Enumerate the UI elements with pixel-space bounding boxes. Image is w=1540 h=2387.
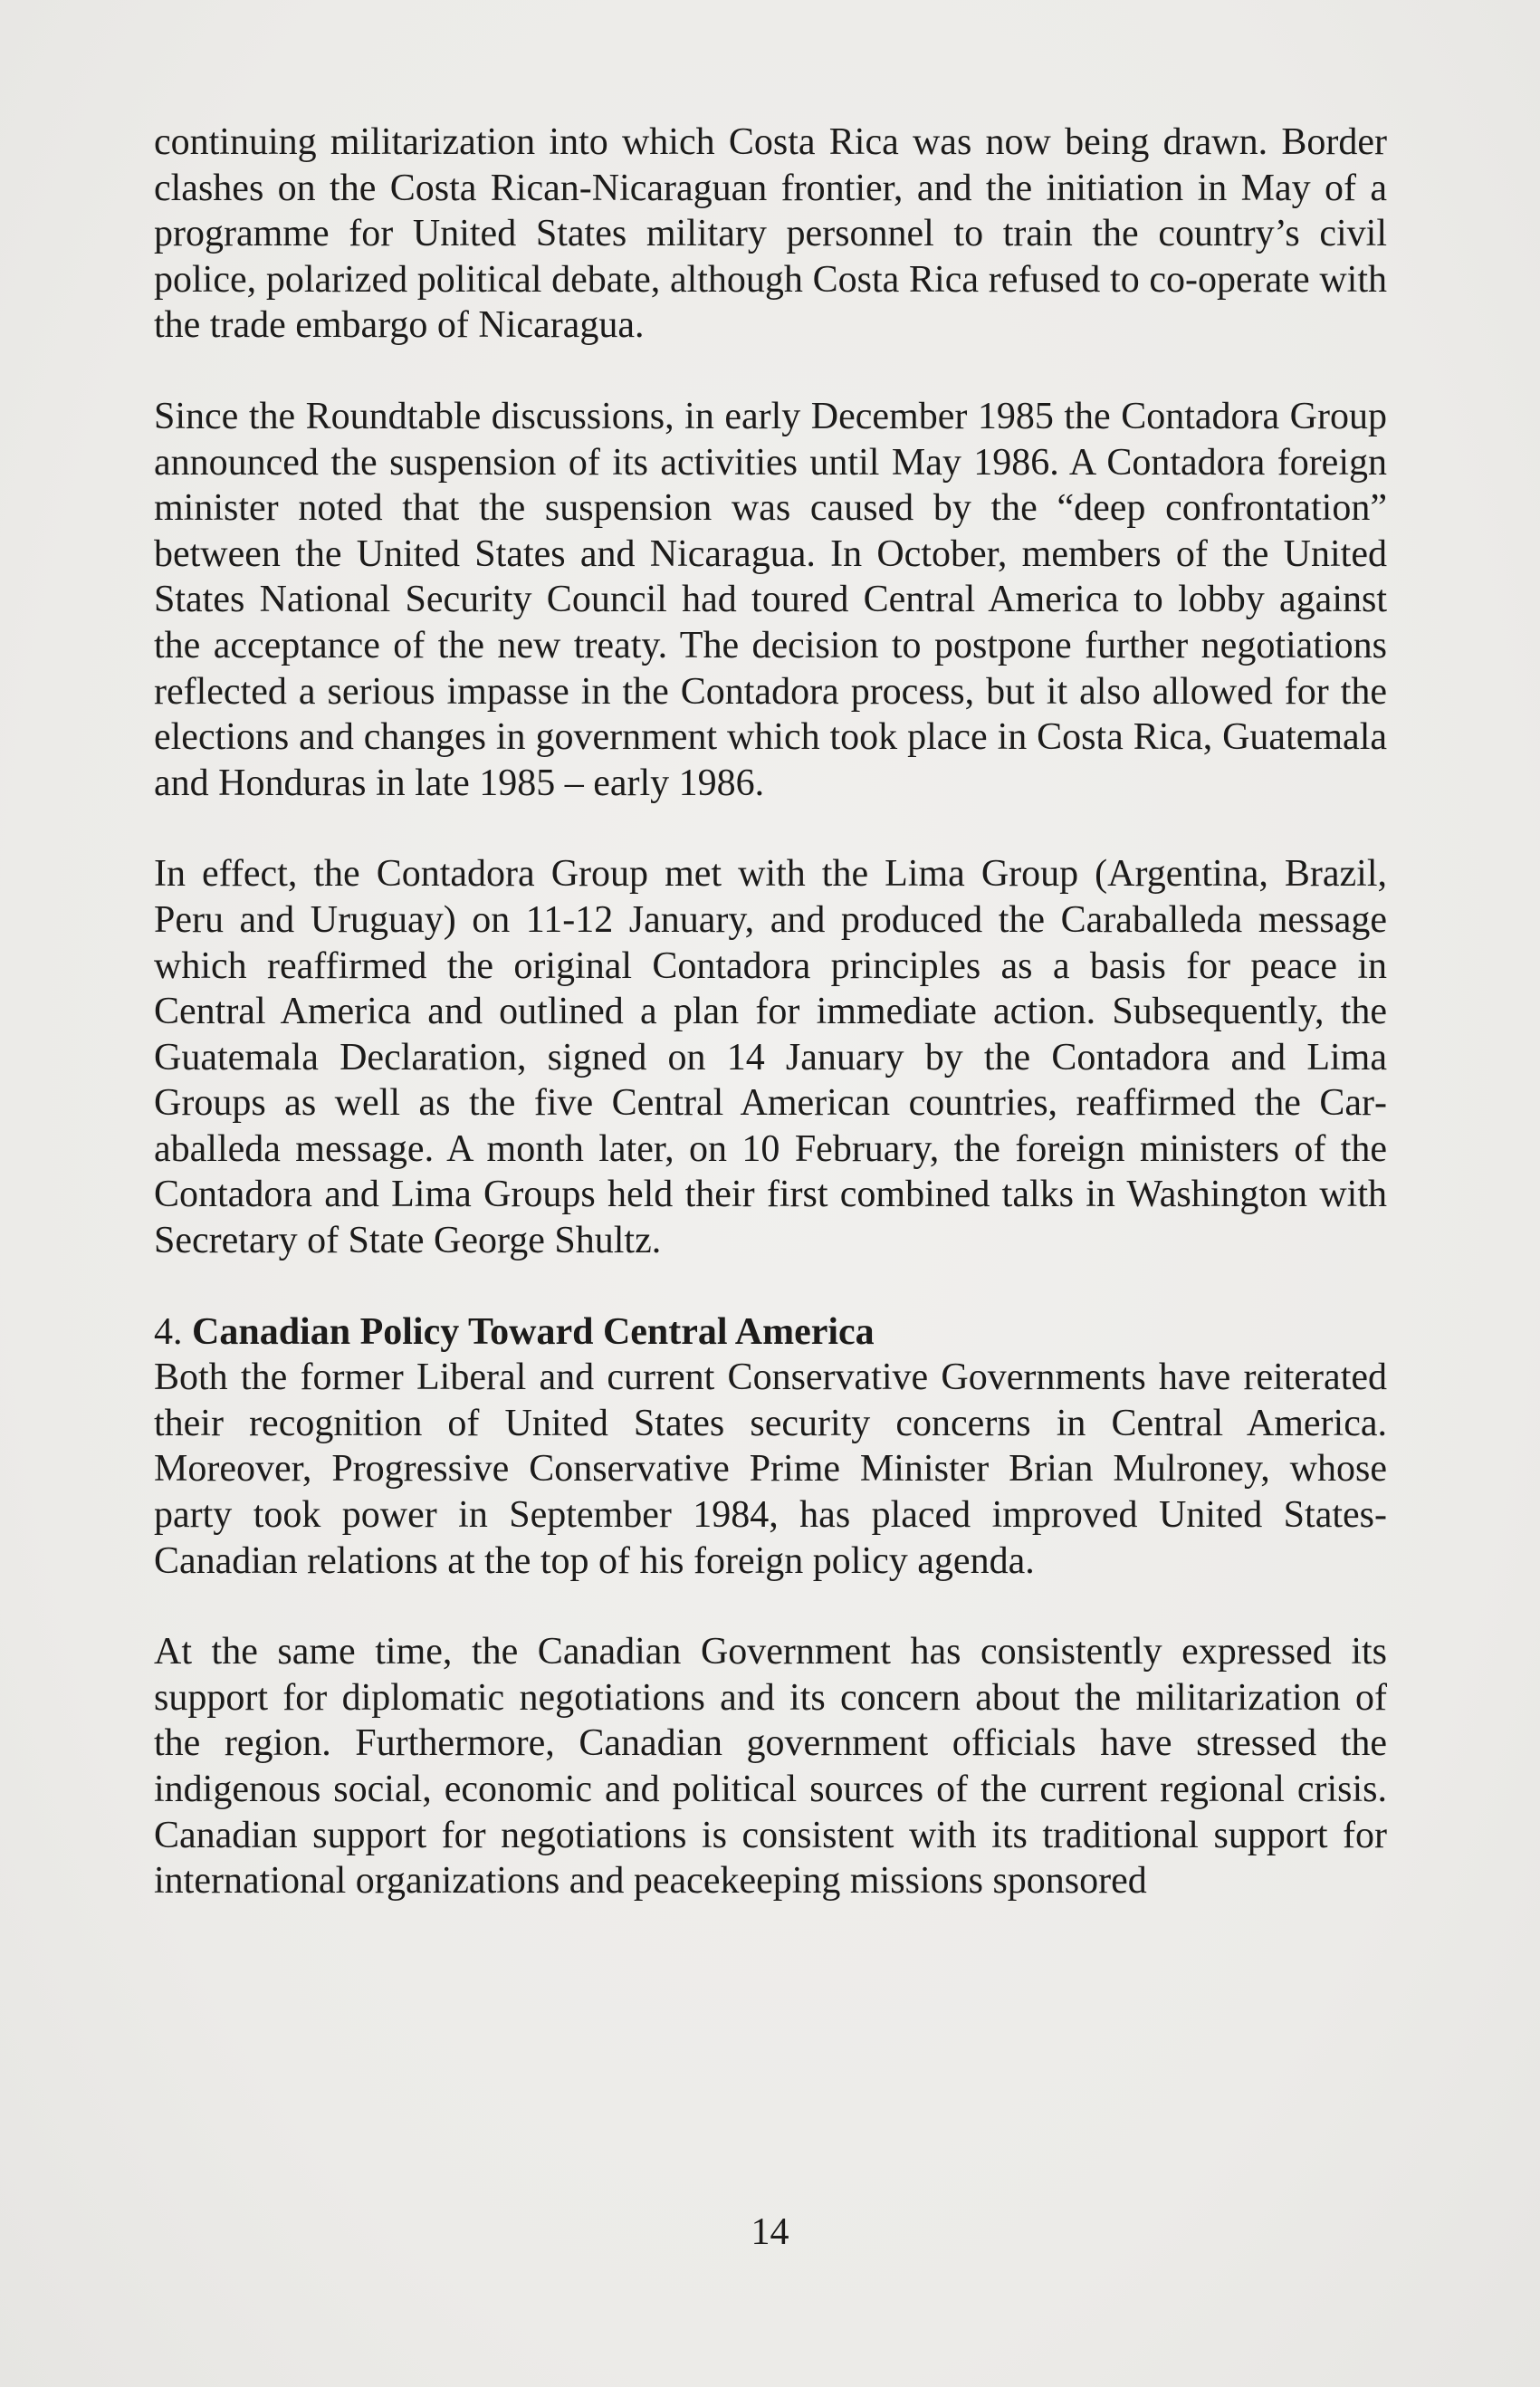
section-title: Canadian Policy Toward Central America [192,1310,875,1353]
body-text [154,120,1387,1904]
section-number: 4. [154,1310,183,1353]
paragraph-canadian-support: At the same time, the Canadian Government has consistently expressed its support for diplomatic negotiations and its concern about the militarization of the region. Furthermore, Canadian government officials have stressed the indigenous social, economic and political sources of the current regional crisis. Canadian support for negotiations is consistent with its traditional support for international organizations and peacekeeping missions sponsored [154,1631,1387,1903]
paragraph-contadora-suspension: Since the Roundtable discussions, in early December 1985 the Contadora Group announced the suspension of its activities until May 1986. A Contadora foreign minister noted that the suspension was caused by the “deep confrontation” between the United States and Nicaragua. In October, members of the United States National Security Council had toured Central America to lobby against the acceptance of the new treaty. The decision to postpone further negotiations reflected a serious impasse in the Contadora process, but it also allowed for the elections and changes in government which took place in Costa Rica, Guatemala and Honduras in late 1985 – early 1986. [154,395,1387,804]
paragraph-lima-group: In effect, the Contadora Group met with the Lima Group (Argentina, Brazil, Peru and Uruguay) on 11-12 January, and produced the Caraballeda message which reaffirmed the original Contadora principles as a basis for peace in Central America and outlined a plan for immediate action. Subsequently, the Guatemala Declaration, signed on 14 January by the Contadora and Lima Groups as well as the five Central American countries, reaffirmed the Caraballeda message. A month later, on 10 February, the foreign ministers of the Contadora and Lima Groups held their first combined talks in Washington with Secretary of State George Shultz. [154,853,1387,1262]
paragraph-canadian-governments: Both the former Liberal and current Conservative Governments have reiterated their recognition of United States security concerns in Central America. Moreover, Progressive Conservative Prime Minister Brian Mulroney, whose party took power in September 1984, has placed improved United States-Canadian relations at the top of his foreign policy agenda. [154,1356,1387,1582]
paragraph-militarization: continuing militarization into which Costa Rica was now being drawn. Border clashes on the Costa Rican-Nicaraguan frontier, and the initiation in May of a programme for United States military personnel to train the country’s civil police, polarized political debate, although Costa Rica refused to co-operate with the trade embargo of Nicaragua. [154,121,1387,347]
page-number: 14 [751,2211,789,2253]
section-heading [154,1309,1387,1356]
